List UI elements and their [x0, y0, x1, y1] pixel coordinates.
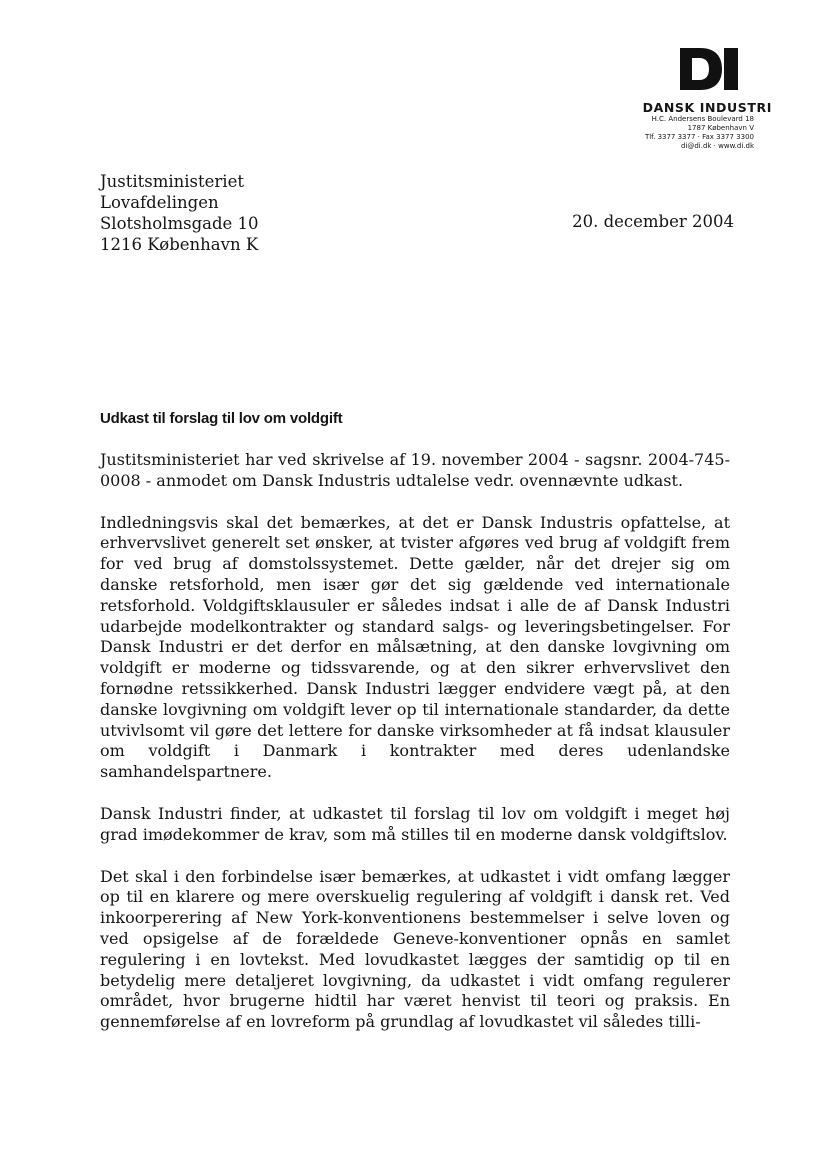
company-email-web: di@di.dk · www.di.dk [680, 142, 754, 150]
recipient-line: 1216 København K [100, 235, 259, 254]
recipient-line: Justitsministeriet [100, 172, 244, 191]
letter-date: 20. december 2004 [572, 212, 734, 231]
body-paragraph: Det skal i den forbindelse især bemærkes, at udkastet i vidt omfang lægger op til en klarere og mere overskuelig regulering af voldgift i dansk ret. Ved inkoorperering af New York-konventionens bestemmelser i selve loven og ved opsigelse af de forældede Geneve-konventioner opnås en samlet regulering i en lovtekst. Med lovudkastet lægges der samtidig op til en betydelig mere detaljeret lovgivning, da udkastet i vidt omfang regulerer området, hvor brugerne hidtil har været henvist til teori og praksis. En gennemførelse af en lovreform på grundlag af lovudkastet vil således tilli- [100, 866, 730, 1032]
company-street: H.C. Andersens Boulevard 18 [651, 115, 754, 123]
company-name: DANSK INDUSTRI [642, 100, 772, 115]
body-paragraph: Justitsministeriet har ved skrivelse af 19. november 2004 - sagsnr. 2004-745-0008 - anmodet om Dansk Industris udtalelse vedr. ovennævnte udkast. [100, 450, 730, 490]
recipient-line: Lovafdelingen [100, 193, 219, 212]
dansk-industri-logo [678, 46, 742, 92]
company-city: 1787 København V [687, 124, 754, 132]
letterhead [592, 46, 772, 151]
company-phone-fax: Tlf. 3377 3377 · Fax 3377 3300 [644, 133, 754, 141]
body-paragraph: Dansk Industri finder, at udkastet til forslag til lov om voldgift i meget høj grad imødekommer de krav, som må stilles til en moderne dansk voldgiftslov. [100, 803, 730, 844]
recipient-line: Slotsholmsgade 10 [100, 214, 259, 233]
letter-body [100, 450, 730, 1054]
subject-heading: Udkast til forslag til lov om voldgift [100, 410, 343, 427]
body-paragraph: Indledningsvis skal det bemærkes, at det er Dansk Industris opfattelse, at erhvervslivet generelt set ønsker, at tvister afgøres ved brug af voldgift frem for ved brug af domstolssystemet. Dette gælder, når det drejer sig om danske retsforhold, men især gør det sig gældende ved internationale retsforhold. Voldgiftsklausuler er således indsat i alle de af Dansk Industri udarbejde modelkontrakter og standard salgs- og leveringsbetingelser. For Dansk Industri er det derfor en målsætning, at den danske lovgivning om voldgift er moderne og tidssvarende, og at den sikrer erhvervslivet den fornødne retssikkerhed. Dansk Industri lægger endvidere vægt på, at den danske lovgivning om voldgift lever op til internationale standarder, da dette utvivlsomt vil gøre det lettere for danske virksomheder at få indsat klausuler om voldgift i Danmark i kontrakter med deres udenlandske samhandelspartnere. [100, 512, 730, 782]
recipient-address [100, 171, 259, 255]
